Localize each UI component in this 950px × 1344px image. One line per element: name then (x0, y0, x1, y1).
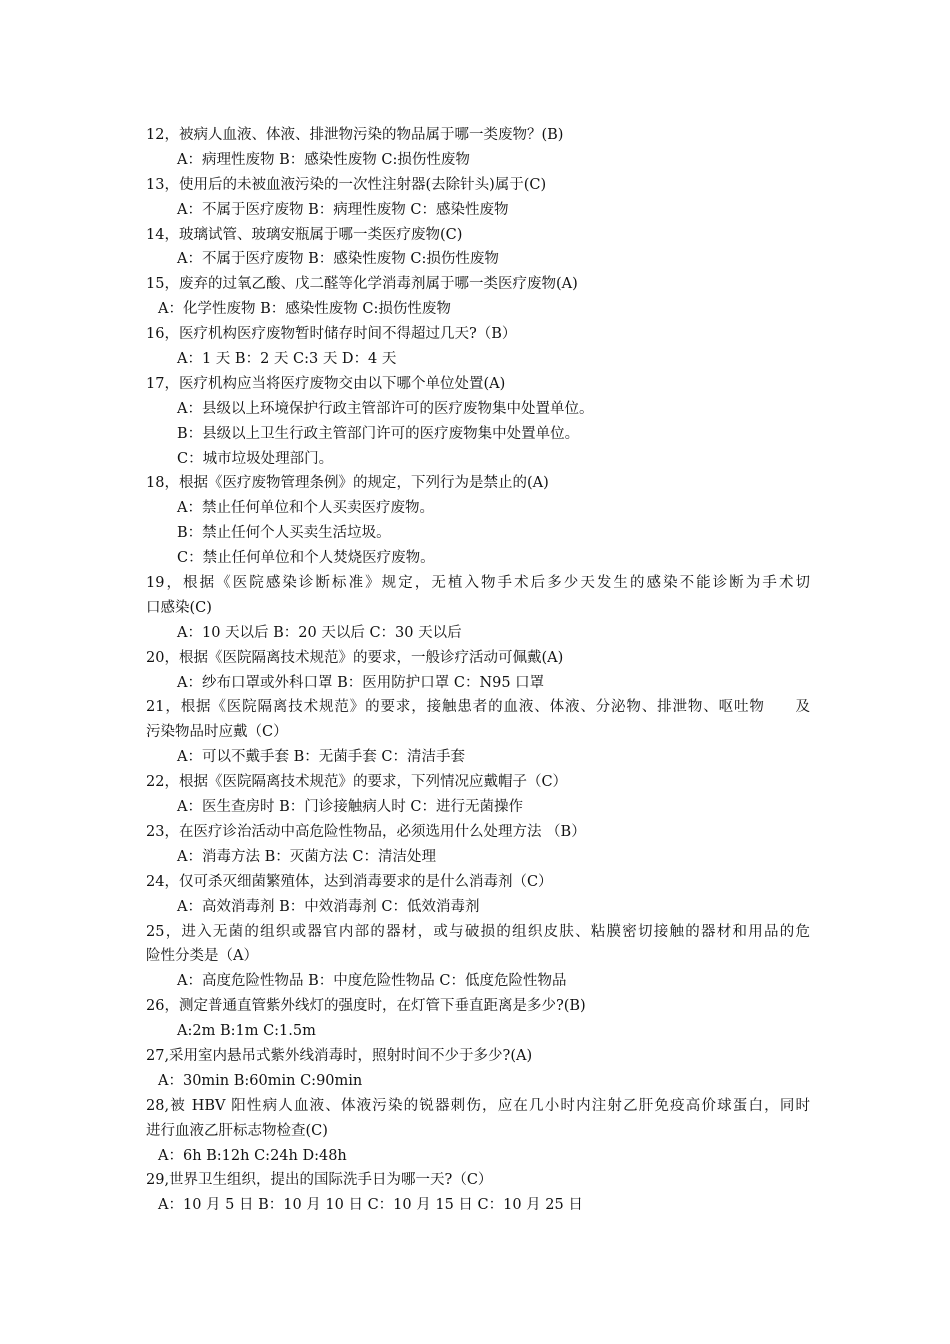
question-text: 17，医疗机构应当将医疗废物交由以下哪个单位处置(A) (146, 375, 506, 392)
answer-options: A：可以不戴手套 B：无菌手套 C：清洁手套 (177, 749, 465, 766)
answer-options: A：县级以上环境保护行政主管部许可的医疗废物集中处置单位。 (177, 400, 594, 417)
question-text: 27,采用室内悬吊式紫外线消毒时，照射时间不少于多少?(A) (146, 1047, 533, 1064)
question-text-continued: 污染物品时应戴（C） (146, 724, 288, 741)
answer-options: C：禁止任何单位和个人焚烧医疗废物。 (177, 550, 435, 567)
answer-options: A：消毒方法 B：灭菌方法 C：清洁处理 (177, 848, 436, 865)
question-text: 29,世界卫生组织，提出的国际洗手日为哪一天?（C） (146, 1172, 493, 1189)
answer-options: A：不属于医疗废物 B：感染性废物 C:损伤性废物 (177, 251, 499, 268)
answer-options: A：1 天 B：2 天 C:3 天 D：4 天 (177, 351, 397, 368)
question-text: 26，测定普通直管紫外线灯的强度时，在灯管下垂直距离是多少?(B) (146, 998, 586, 1015)
question-list (146, 123, 810, 1218)
question-text: 15，废弃的过氧乙酸、戊二醛等化学消毒剂属于哪一类医疗废物(A) (146, 276, 578, 293)
question-text: 13，使用后的未被血液污染的一次性注射器(去除针头)属于(C) (146, 176, 547, 193)
question-text: 23，在医疗诊治活动中高危险性物品，必须选用什么处理方法 （B） (146, 823, 586, 840)
answer-options: A：禁止任何单位和个人买卖医疗废物。 (177, 500, 434, 517)
answer-options: A：不属于医疗废物 B：病理性废物 C：感染性废物 (177, 201, 509, 218)
question-text: 16，医疗机构医疗废物暂时储存时间不得超过几天?（B） (146, 326, 517, 343)
question-text: 12，被病人血液、体液、排泄物污染的物品属于哪一类废物？(B) (146, 127, 564, 143)
answer-options: A：高度危险性物品 B：中度危险性物品 C：低度危险性物品 (177, 973, 567, 990)
question-text: 19，根据《医院感染诊断标准》规定，无植入物手术后多少天发生的感染不能诊断为手术切 (146, 575, 810, 592)
question-text: 25，进入无菌的组织或器官内部的器材，或与破损的组织皮肤、粘膜密切接触的器材和用品的危 (146, 923, 810, 940)
answer-options: A：高效消毒剂 B：中效消毒剂 C：低效消毒剂 (177, 898, 480, 915)
question-text: 22，根据《医院隔离技术规范》的要求，下列情况应戴帽子（C） (146, 774, 568, 791)
answer-options: A：10 天以后 B：20 天以后 C：30 天以后 (177, 624, 462, 641)
question-text-continued: 险性分类是（A） (146, 948, 258, 965)
answer-options: B：禁止任何个人买卖生活垃圾。 (177, 525, 391, 542)
question-text: 28,被 HBV 阳性病人血液、体液污染的锐器刺伤，应在几小时内注射乙肝免疫高价球蛋白，同时 (146, 1097, 810, 1114)
answer-options: A：6h B:12h C:24h D:48h (158, 1147, 347, 1164)
question-text-continued: 进行血液乙肝标志物检查(C) (146, 1122, 328, 1139)
answer-options: A：纱布口罩或外科口罩 B：医用防护口罩 C：N95 口罩 (177, 674, 545, 691)
question-text: 20，根据《医院隔离技术规范》的要求，一般诊疗活动可佩戴(A) (146, 649, 564, 666)
question-text: 24，仅可杀灭细菌繁殖体，达到消毒要求的是什么消毒剂（C） (146, 873, 553, 890)
question-text-continued: 口感染(C) (146, 599, 212, 616)
answer-options: A：10 月 5 日 B：10 月 10 日 C：10 月 15 日 C：10 月 25 日 (158, 1197, 583, 1214)
question-text: 14，玻璃试管、玻璃安瓶属于哪一类医疗废物(C) (146, 226, 463, 243)
answer-options: A：病理性废物 B：感染性废物 C:损伤性废物 (177, 151, 470, 168)
answer-options: A：30min B:60min C:90min (158, 1072, 363, 1089)
answer-options: C：城市垃圾处理部门。 (177, 450, 334, 467)
answer-options: A：化学性废物 B：感染性废物 C:损伤性废物 (158, 301, 451, 318)
answer-options: A:2m B:1m C:1.5m (177, 1023, 316, 1040)
question-text: 18，根据《医疗废物管理条例》的规定，下列行为是禁止的(A) (146, 475, 549, 492)
answer-options: A：医生查房时 B：门诊接触病人时 C：进行无菌操作 (177, 799, 523, 816)
question-text: 21，根据《医院隔离技术规范》的要求，接触患者的血液、体液、分泌物、排泄物、呕吐物 及 (146, 699, 810, 716)
answer-options: B：县级以上卫生行政主管部门许可的医疗废物集中处置单位。 (177, 425, 580, 442)
